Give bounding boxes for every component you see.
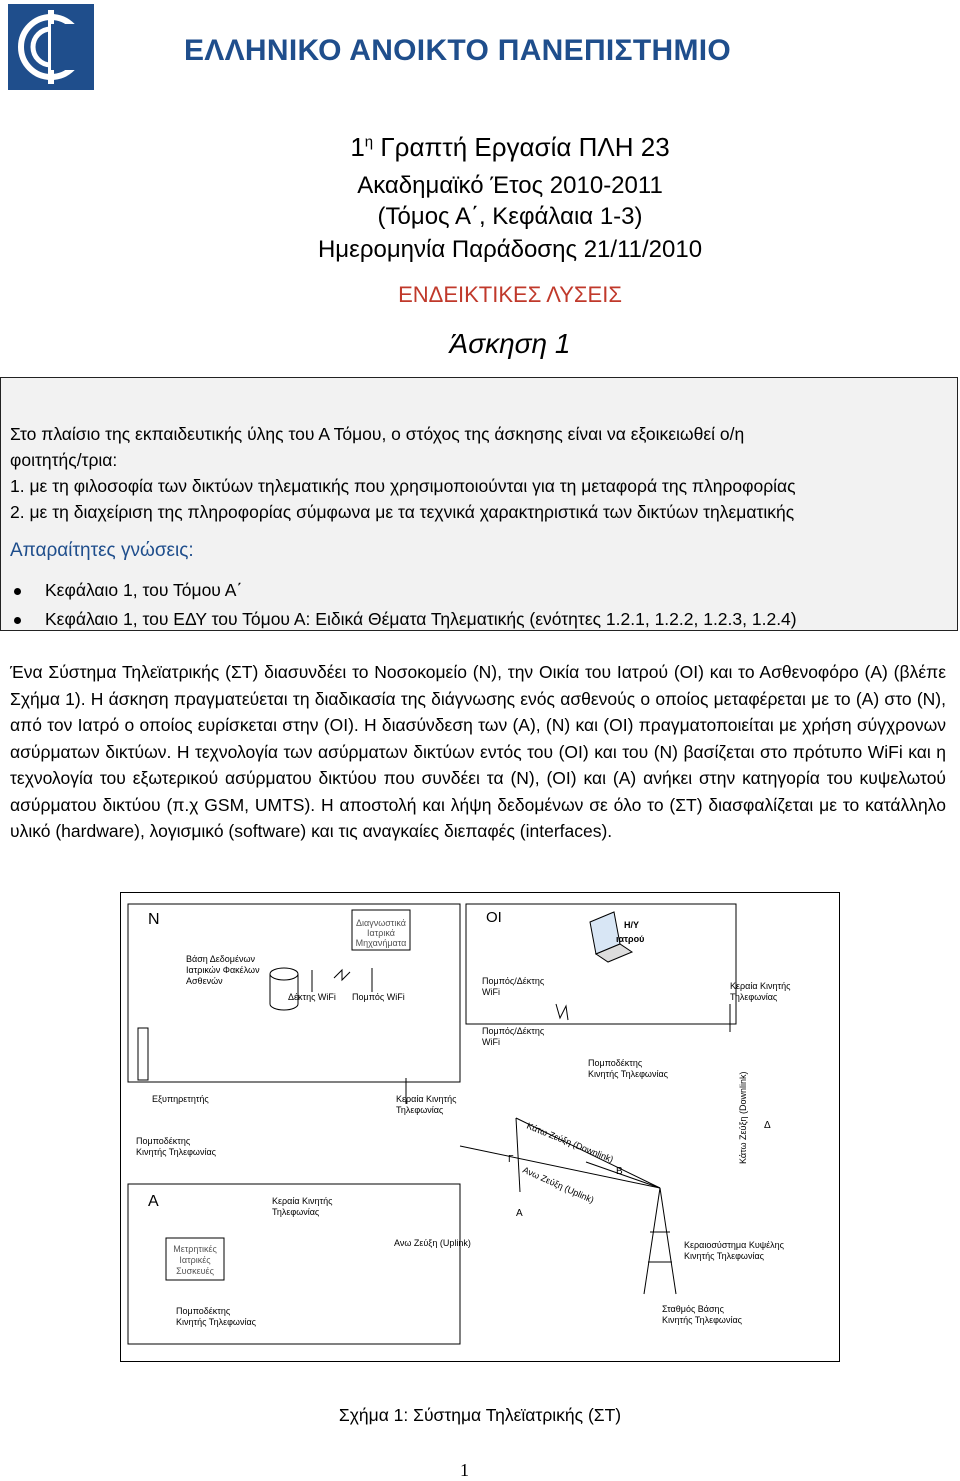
ambulance-label: Α xyxy=(148,1193,159,1210)
oi-trx2-label-1: Πομπός/Δέκτης xyxy=(482,1026,545,1036)
hospital-trx-label-2: Κινητής Τηλεφωνίας xyxy=(136,1147,217,1157)
bullet-icon xyxy=(14,588,21,595)
point-gamma: Γ xyxy=(508,1154,514,1165)
db-label-3: Ασθενών xyxy=(186,976,223,986)
wifi-antenna-icon xyxy=(312,968,372,992)
wifi-transmitter-label: Πομπός WiFi xyxy=(352,992,405,1002)
figure-caption: Σχήμα 1: Σύστημα Τηλεϊατρικής (ΣΤ) xyxy=(338,1405,622,1425)
requirement-item xyxy=(14,580,242,601)
pc-label-2: ιατρού xyxy=(616,934,645,944)
home-trx-label-2: Κινητής Τηλεφωνίας xyxy=(588,1069,669,1079)
title-number: 1 xyxy=(350,132,365,162)
cellular-label-2: Κινητής Τηλεφωνίας xyxy=(684,1251,765,1261)
assignment-title xyxy=(200,132,820,163)
ambulance-trx-label-2: Κινητής Τηλεφωνίας xyxy=(176,1317,257,1327)
telemedicine-diagram xyxy=(120,892,840,1362)
home-trx-label-1: Πομποδέκτης xyxy=(588,1058,643,1068)
ambulance-antenna-label-2: Τηλεφωνίας xyxy=(272,1207,320,1217)
hospital-trx-label-1: Πομποδέκτης xyxy=(136,1136,191,1146)
requirement-text: Κεφάλαιο 1, του ΕΔΥ του Τόμου Α: Ειδικά Θέματα Τηλεματικής (ενότητες 1.2.1, 1.2.2, 1.2.3, 1.2.4) xyxy=(45,609,797,629)
db-label-1: Βάση Δεδομένων xyxy=(186,954,256,964)
db-label-2: Ιατρικών Φακέλων xyxy=(186,965,260,975)
goal-item-2: 2. με τη διαχείριση της πληροφορίας σύμφωνα με τα τεχνικά χαρακτηριστικά των δικτύων τηλεματικής xyxy=(10,502,795,522)
diag-label-1: Διαγνωστικά xyxy=(356,918,406,928)
goal-item-1: 1. με τη φιλοσοφία των δικτύων τηλεματικής που χρησιμοποιούνται για τη μεταφορά της πληροφορίας xyxy=(10,476,796,496)
diag-label-3: Μηχανήματα xyxy=(355,938,407,948)
due-date: Ημερομηνία Παράδοσης 21/11/2010 xyxy=(317,236,703,263)
oi-trx1-label-1: Πομπός/Δέκτης xyxy=(482,976,545,986)
uplink-diagonal-label: Ανω Ζεύξη (Uplink) xyxy=(521,1164,596,1206)
database-icon xyxy=(270,968,298,1010)
requirement-text: Κεφάλαιο 1, του Τόμου Α΄ xyxy=(45,580,243,600)
page-number: 1 xyxy=(460,1460,469,1480)
cell-tower-icon xyxy=(644,1188,676,1294)
meters-label-3: Συσκευές xyxy=(176,1266,214,1276)
bts-label-1: Σταθμός Βάσης xyxy=(662,1304,724,1314)
university-logo-icon xyxy=(8,4,94,90)
home-antenna-label-1: Κεραία Κινητής xyxy=(730,981,791,991)
ambulance-antenna-label-1: Κεραία Κινητής xyxy=(272,1196,333,1206)
requirement-item xyxy=(14,609,797,630)
uplink-label: Ανω Ζεύξη (Uplink) xyxy=(394,1238,471,1248)
point-beta: Β xyxy=(616,1166,623,1177)
meters-label-2: Ιατρικές xyxy=(179,1255,211,1265)
goal-intro-line2: φοιτητής/τρια: xyxy=(10,450,118,470)
wifi-receiver-label: Δέκτης WiFi xyxy=(288,992,336,1002)
point-delta: Δ xyxy=(764,1120,771,1131)
goal-intro-line1: Στο πλαίσιο της εκπαιδευτικής ύλης του Α Τόμου, ο στόχος της άσκησης είναι να εξοικειωθεί ο/η xyxy=(10,424,745,444)
point-alpha: Α xyxy=(516,1208,523,1219)
volume-chapters: (Τόμος Α΄, Κεφάλαια 1-3) xyxy=(377,203,643,230)
exercise-heading: Άσκηση 1 xyxy=(449,328,571,359)
title-superscript: η xyxy=(364,133,374,151)
title-rest: Γραπτή Εργασία ΠΛΗ 23 xyxy=(373,132,670,162)
cellular-label-1: Κεραιοσύστημα Κυψέλης xyxy=(684,1240,785,1250)
hospital-antenna-label-1: Κεραία Κινητής xyxy=(396,1094,457,1104)
bts-label-2: Κινητής Τηλεφωνίας xyxy=(662,1315,743,1325)
oi-trx2-label-2: WiFi xyxy=(482,1037,500,1047)
ambulance-trx-label-1: Πομποδέκτης xyxy=(176,1306,231,1316)
server-icon xyxy=(138,1028,148,1080)
wifi-link-icon xyxy=(556,1004,568,1020)
downlink-label-1: Κάτω Ζεύξη (Downlink) xyxy=(525,1120,615,1165)
hospital-antenna-label-2: Τηλεφωνίας xyxy=(396,1105,444,1115)
hospital-label: Ν xyxy=(148,911,160,928)
downlink-label-2: Κάτω Ζεύξη (Downlink) xyxy=(738,1071,748,1164)
requirements-label: Απαραίτητες γνώσεις: xyxy=(10,540,194,561)
body-paragraph: Ένα Σύστημα Τηλεϊατρικής (ΣΤ) διασυνδέει το Νοσοκομείο (Ν), την Οικία του Ιατρού (ΟΙ) και το Ασθενοφόρο (Α) (βλέπε Σχήμα 1). Η άσκηση πραγματεύεται τη διαδικασία της διάγνωσης ενός ασθενούς ο οποίος μεταφέρεται με το (Α) στο (Ν), από τον Ιατρό ο οποίος ευρίσκεται στην (ΟΙ). Η διασύνδεση των (Α), (Ν) και (ΟΙ) πραγματοποιείται με χρήση σύγχρονων ασύρματων δικτύων. Η τεχνολογία των ασύρματων δικτύων εντός του (ΟΙ) και του (Ν) βασίζεται στο πρότυπο WiFi και η τεχνολογία του εξωτερικού ασύρματου δικτύου που συνδέει τα (Ν), (ΟΙ) και (Α) ανήκει στην κατηγορία του κυψελωτού ασύρματου δικτύου (π.χ GSM, UMTS). Η αποστολή και λήψη δεδομένων σε όλο το (ΣΤ) διασφαλίζεται με το κατάλληλο υλικό (hardware), λογισμικό (software) και τις αναγκαίες διεπαφές (interfaces). xyxy=(10,662,946,841)
doctor-home-label: ΟΙ xyxy=(486,909,502,926)
academic-year: Ακαδημαϊκό Έτος 2010-2011 xyxy=(357,172,663,199)
bullet-icon xyxy=(14,617,21,624)
home-antenna-label-2: Τηλεφωνίας xyxy=(730,992,778,1002)
diag-label-2: Ιατρικά xyxy=(367,928,395,938)
university-name: ΕΛΛΗΝΙΚΟ ΑΝΟΙΚΤΟ ΠΑΝΕΠΙΣΤΗΜΙΟ xyxy=(184,34,732,67)
pc-label-1: Η/Υ xyxy=(624,920,640,930)
solutions-heading: ΕΝΔΕΙΚΤΙΚΕΣ ΛΥΣΕΙΣ xyxy=(398,282,622,307)
server-label: Εξυπηρετητής xyxy=(152,1094,209,1104)
meters-label-1: Μετρητικές xyxy=(173,1244,217,1254)
oi-trx1-label-2: WiFi xyxy=(482,987,500,997)
